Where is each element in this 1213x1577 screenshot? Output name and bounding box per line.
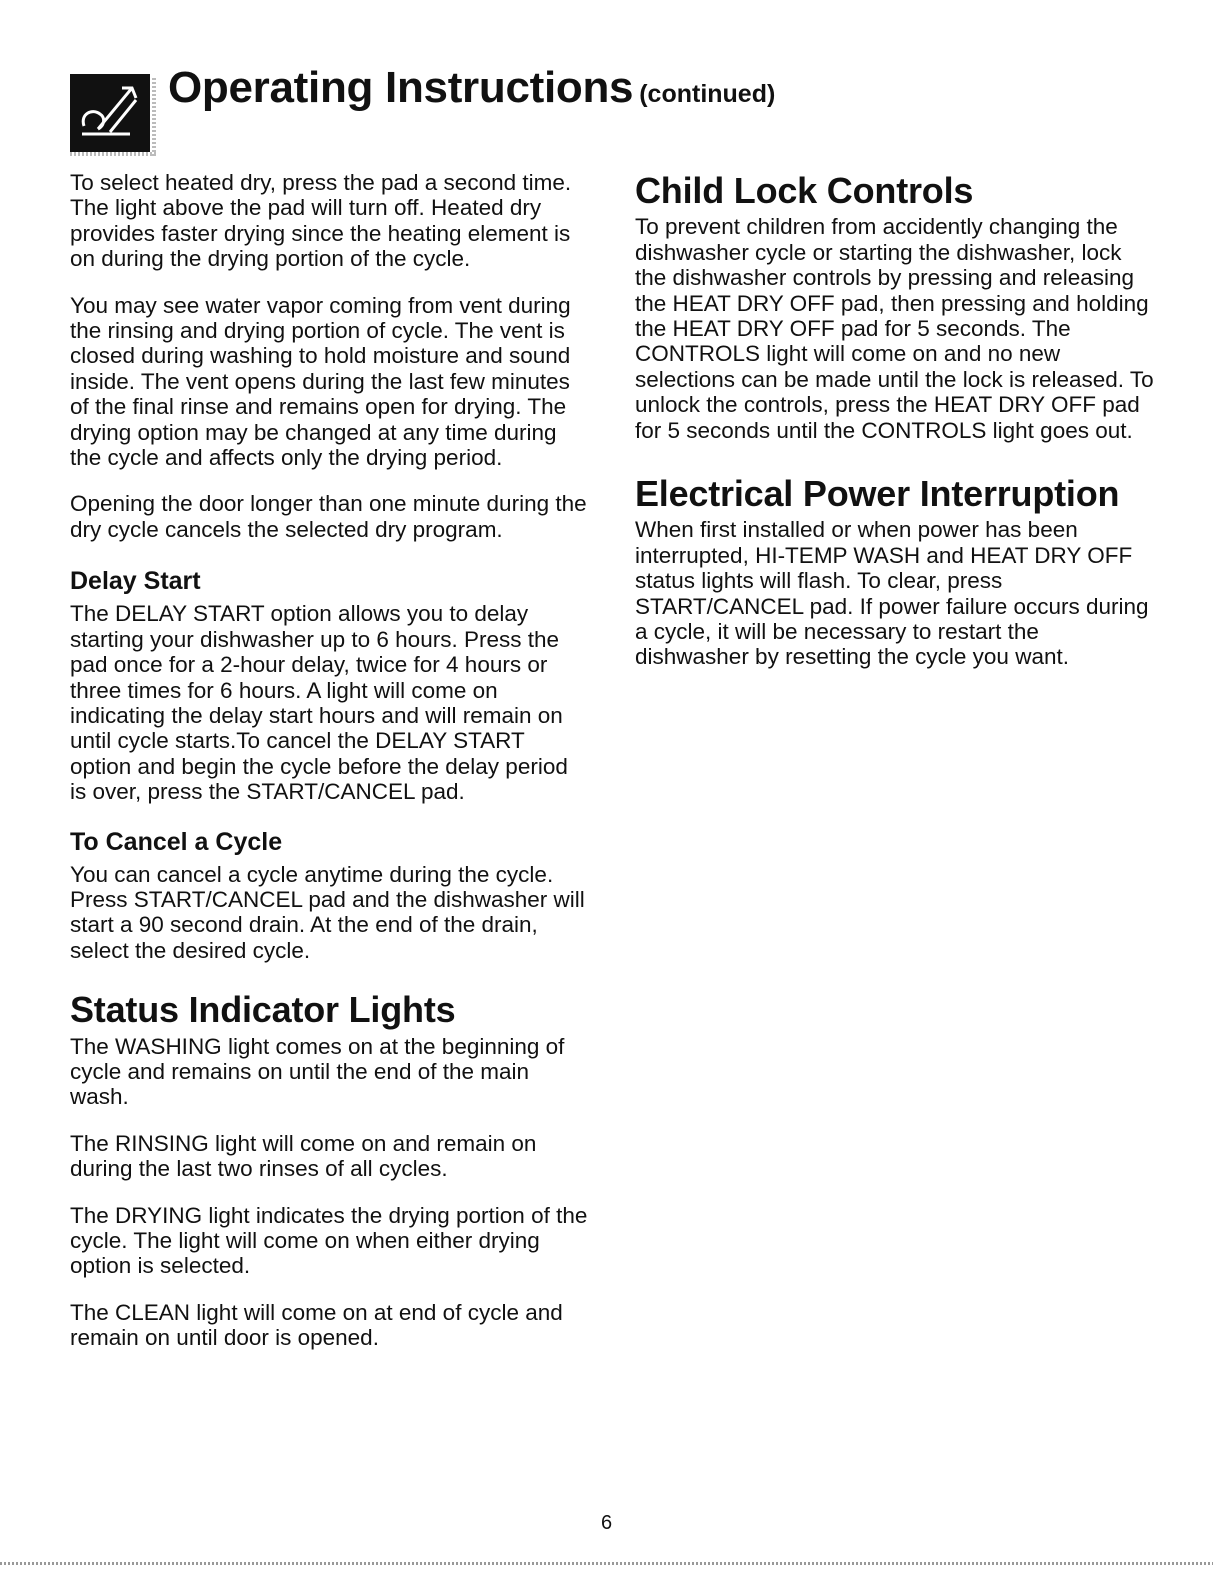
cancel-cycle-body: You can cancel a cycle anytime during the cycle. Press START/CANCEL pad and the dishwasher will start a 90 second drain. At the end of the drain, select the desired cycle. [70, 861, 585, 963]
child-lock-body: To prevent children from accidently changing the dishwasher cycle or starting the dishwasher, lock the dishwasher controls by pressing and releasing the HEAT DRY OFF pad, then pressing and holding the HEAT DRY OFF pad for 5 seconds. The CONTROLS light will come on and no new selections can be made until the lock is released. To unlock the controls, press the HEAT DRY OFF pad for 5 seconds until the CONTROLS light goes out. [635, 214, 1154, 443]
icon-base-shadow [70, 152, 156, 156]
left-column [70, 170, 590, 1351]
delay-start-heading: Delay Start [70, 567, 201, 596]
door-open-paragraph: Opening the door longer than one minute during the dry cycle cancels the selected dry program. [70, 491, 587, 542]
rinsing-light-paragraph: The RINSING light will come on and remain on during the last two rinses of all cycles. [70, 1130, 537, 1182]
cancel-cycle-heading: To Cancel a Cycle [70, 827, 283, 856]
dishwasher-instructions-icon [70, 74, 150, 152]
page-title [168, 63, 776, 112]
page-header [70, 63, 1150, 146]
bottom-rule [0, 1562, 1213, 1565]
washing-light-paragraph: The WASHING light comes on at the beginning of cycle and remains on until the end of the main wash. [70, 1033, 565, 1110]
power-interruption-heading: Electrical Power Interruption [635, 473, 1120, 515]
power-interruption-body: When first installed or when power has been interrupted, HI-TEMP WASH and HEAT DRY OFF status lights will flash. To clear, press START/CANCEL pad. If power failure occurs during a cycle, it will be necessary to restart the dishwasher by resetting the cycle you want. [635, 517, 1149, 670]
page-number: 6 [600, 1512, 613, 1534]
status-lights-heading: Status Indicator Lights [70, 989, 456, 1031]
child-lock-heading: Child Lock Controls [635, 170, 974, 211]
clean-light-paragraph: The CLEAN light will come on at end of cycle and remain on until door is opened. [70, 1299, 563, 1351]
delay-start-body: The DELAY START option allows you to delay starting your dishwasher up to 6 hours. Press the pad once for a 2-hour delay, twice for 4 hours or three times for 6 hours. A light will come on indicating the delay start hours and will remain on until cycle starts.To cancel the DELAY START option and begin the cycle before the delay period is over, press the START/CANCEL pad. [70, 601, 568, 805]
drying-light-paragraph: The DRYING light indicates the drying portion of the cycle. The light will come on when either drying option is selected. [70, 1202, 588, 1279]
icon-shadow [152, 76, 156, 156]
delay-start-section [70, 566, 590, 804]
status-lights-section [70, 989, 590, 1350]
power-interruption-section [635, 473, 1155, 670]
page-title-continued: (continued) [639, 80, 776, 108]
child-lock-section [635, 170, 1155, 443]
vent-paragraph: You may see water vapor coming from vent during the rinsing and drying portion of cycle. The vent is closed during washing to hold moisture and sound inside. The vent opens during the last few minutes of the final rinse and remains open for drying. The drying option may be changed at any time during the cycle and affects only the drying period. [70, 292, 571, 471]
right-column [635, 170, 1155, 670]
heated-dry-paragraph: To select heated dry, press the pad a second time. The light above the pad will turn off. Heated dry provides faster drying since the heating element is on during the drying portion of the cycle. [70, 170, 572, 272]
page-title-main: Operating Instructions [168, 63, 634, 112]
cancel-cycle-section [70, 827, 590, 964]
